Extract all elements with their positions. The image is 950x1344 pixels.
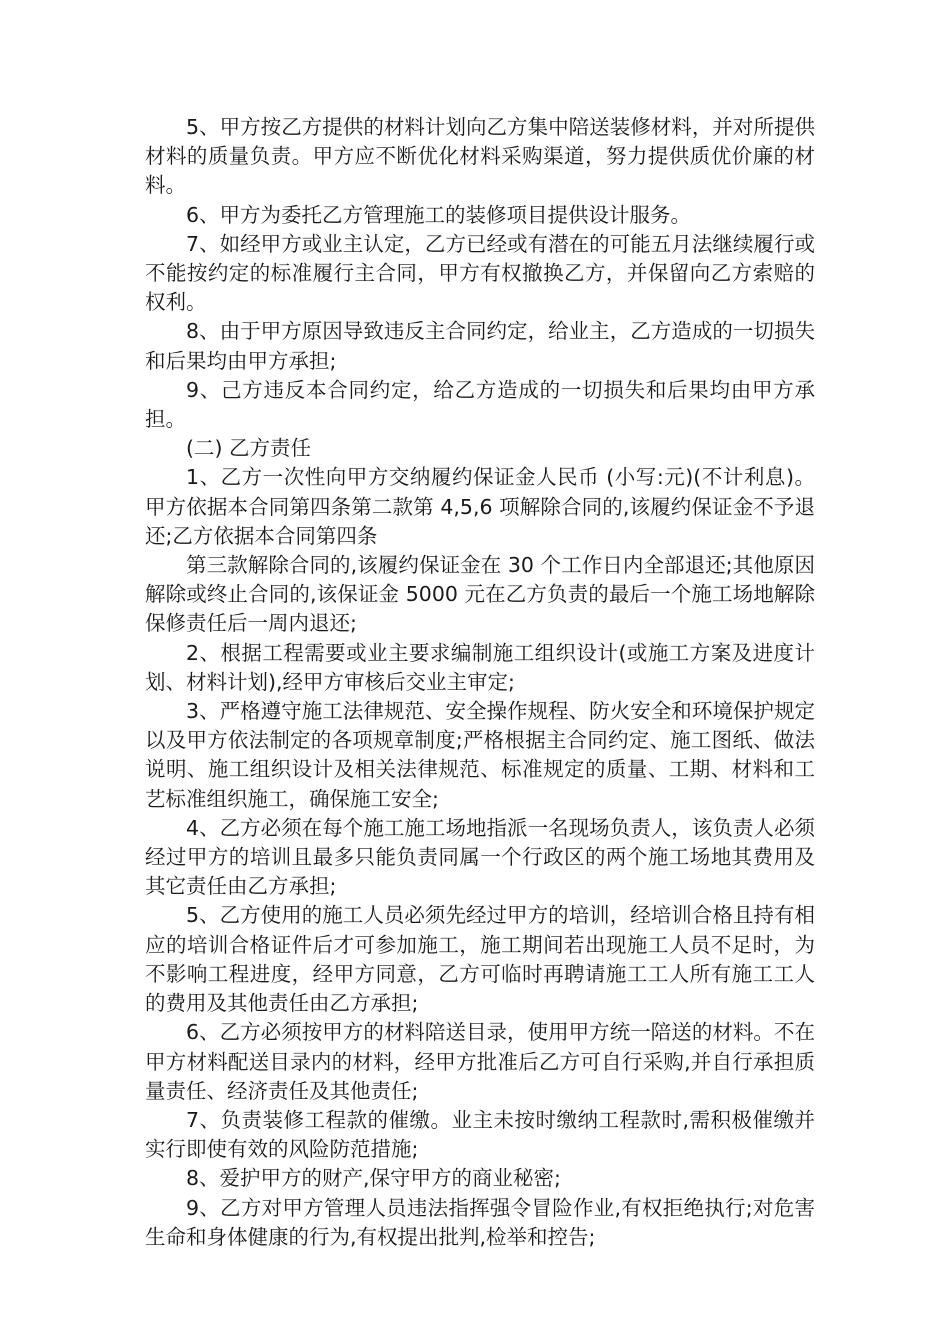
paragraph-b9: 9、乙方对甲方管理人员违法指挥强令冒险作业,有权拒绝执行;对危害生命和身体健康的行为,有权提出批判,检举和控告;	[145, 1195, 815, 1249]
document-body	[145, 113, 815, 1252]
paragraph-b4: 4、乙方必须在每个施工施工场地指派一名现场负责人，该负责人必须经过甲方的培训且最多只能负责同属一个行政区的两个施工场地其费用及其它责任由乙方承担;	[145, 815, 815, 899]
paragraph-b3: 3、严格遵守施工法律规范、安全操作规程、防火安全和环境保护规定以及甲方依法制定的各项规章制度;严格根据主合同约定、施工图纸、做法说明、施工组织设计及相关法律规范、标准规定的质量、工期、材料和工艺标准组织施工，确保施工安全;	[145, 699, 815, 811]
paragraph-b5: 5、乙方使用的施工人员必须先经过甲方的培训，经培训合格且持有相应的培训合格证件后才可参加施工，施工期间若出现施工人员不足时，为不影响工程进度，经甲方同意，乙方可临时再聘请施工工人所有施工工人的费用及其他责任由乙方承担;	[145, 903, 815, 1016]
paragraph-b1-continued: 第三款解除合同的,该履约保证金在 30 个工作日内全部退还;其他原因解除或终止合同的,该保证金 5000 元在乙方负责的最后一个施工场地解除保修责任后一周内退还;	[145, 553, 815, 636]
paragraph-b7: 7、负责装修工程款的催缴。业主未按时缴纳工程款时,需积极催缴并实行即使有效的风险防范措施;	[145, 1107, 815, 1162]
paragraph-b2: 2、根据工程需要或业主要求编制施工组织设计(或施工方案及进度计划、材料计划),经甲方审核后交业主审定;	[145, 640, 815, 694]
paragraph-a8: 8、由于甲方原因导致违反主合同约定，给业主，乙方造成的一切损失和后果均由甲方承担;	[145, 319, 815, 373]
section-heading-party-b: (二) 乙方责任	[186, 436, 312, 461]
paragraph-a6: 6、甲方为委托乙方管理施工的装修项目提供设计服务。	[186, 202, 692, 227]
paragraph-a7: 7、如经甲方或业主认定，乙方已经或有潜在的可能五月法继续履行或不能按约定的标准履行主合同，甲方有权撤换乙方，并保留向乙方索赔的权利。	[145, 231, 815, 315]
paragraph-a9: 9、己方违反本合同约定，给乙方造成的一切损失和后果均由甲方承担。	[145, 377, 815, 432]
paragraph-a5: 5、甲方按乙方提供的材料计划向乙方集中陪送装修材料，并对所提供材料的质量负责。甲方应不断优化材料采购渠道，努力提供质优价廉的材料。	[145, 115, 815, 198]
paragraph-b6: 6、乙方必须按甲方的材料陪送目录，使用甲方统一陪送的材料。不在甲方材料配送目录内的材料，经甲方批准后乙方可自行采购,并自行承担质量责任、经济责任及其他责任;	[145, 1020, 815, 1103]
paragraph-b1: 1、乙方一次性向甲方交纳履约保证金人民币 (小写:元)(不计利息)。甲方依据本合同第四条第二款第 4,5,6 项解除合同的,该履约保证金不予退还;乙方依据本合同第四条	[145, 465, 815, 548]
paragraph-b8: 8、爱护甲方的财产,保守甲方的商业秘密;	[186, 1166, 561, 1191]
